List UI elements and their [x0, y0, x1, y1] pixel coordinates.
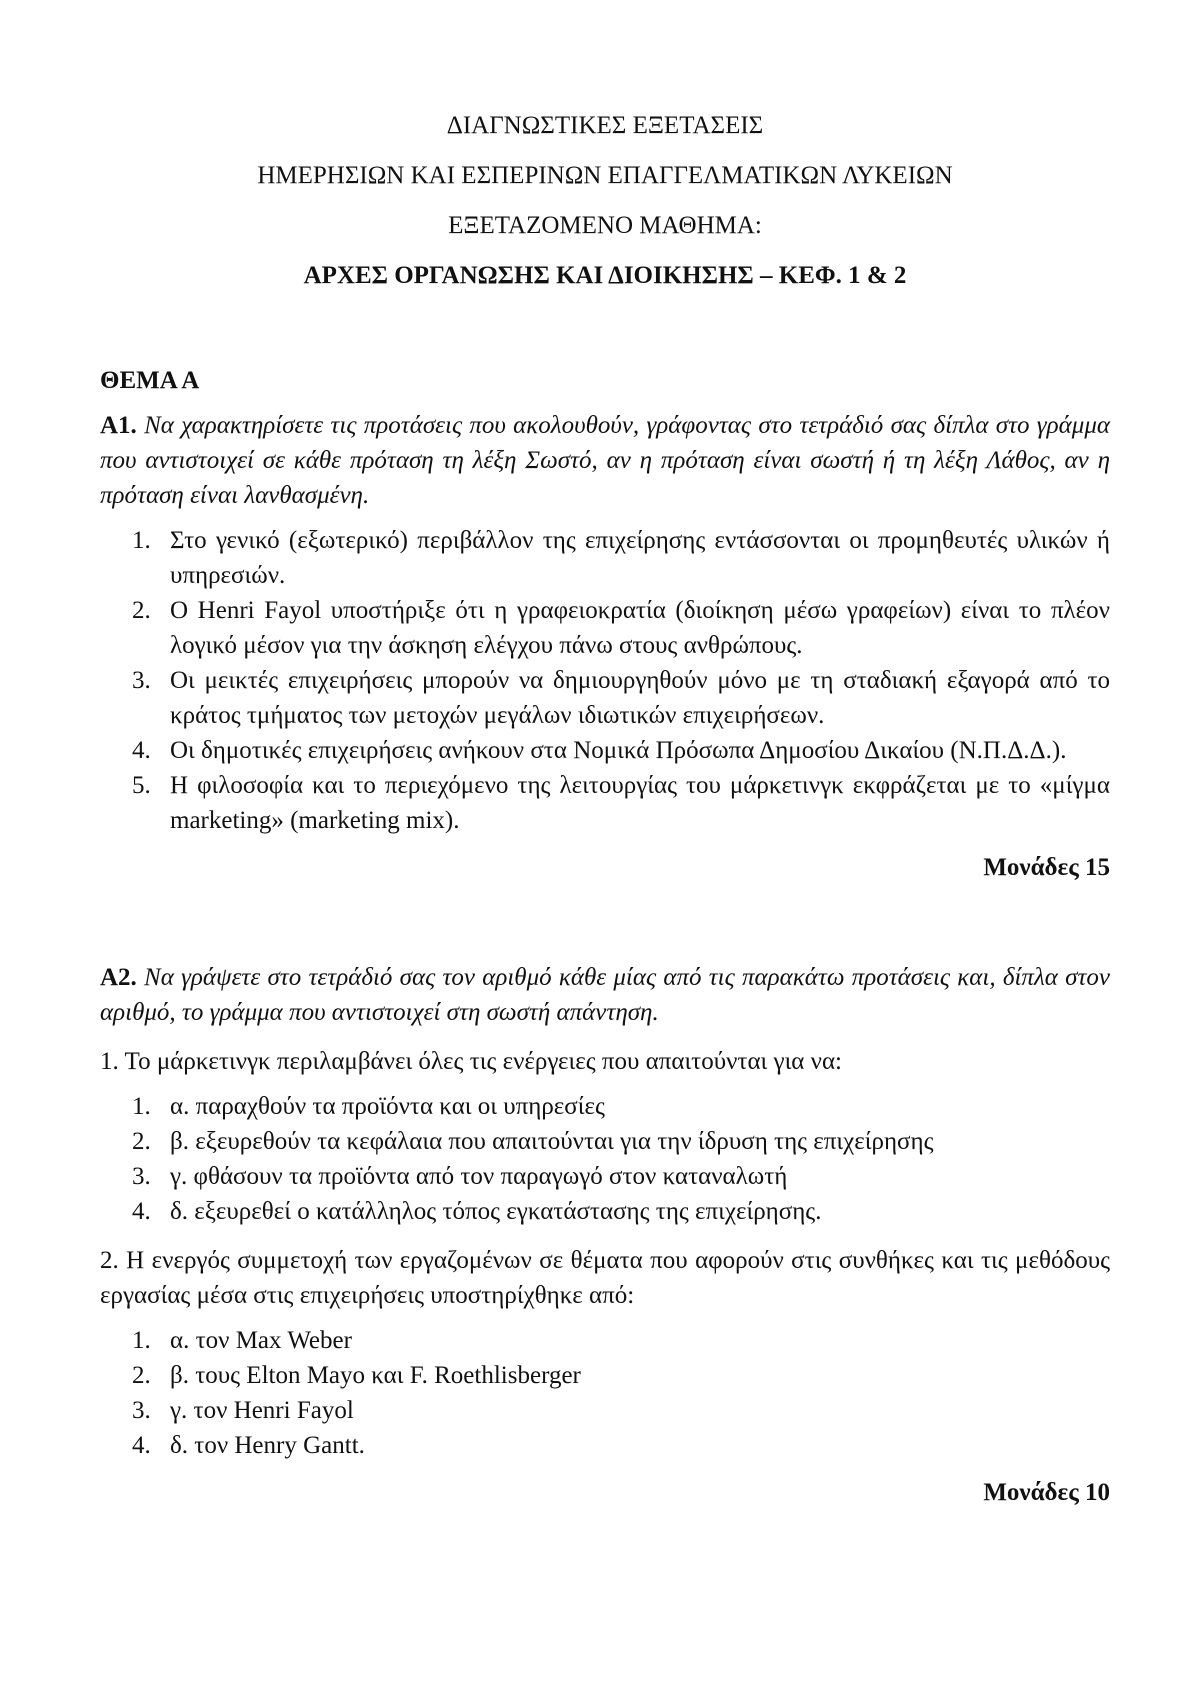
item-text: γ. φθάσουν τα προϊόντα από τον παραγωγό στον καταναλωτή [170, 1163, 788, 1190]
a2-subquestion-2: 2. Η ενεργός συμμετοχή των εργαζομένων σε θέματα που αφορούν στις συνθήκες και τις μεθόδους εργασίας μέσα στις επιχειρήσεις υποστηρίχθηκε από: [100, 1247, 1110, 1309]
item-text: Η φιλοσοφία και το περιεχόμενο της λειτουργίας του μάρκετινγκ εκφράζεται με το «μίγμα marketing» (marketing mix). [170, 772, 1110, 834]
item-text: β. εξευρεθούν τα κεφάλαια που απαιτούνται για την ίδρυση της επιχείρησης [170, 1128, 934, 1155]
a2-points: Μονάδες 10 [983, 1479, 1110, 1506]
header-title: ΔΙΑΓΝΩΣΤΙΚΕΣ ΕΞΕΤΑΣΕΙΣ [446, 112, 764, 139]
item-text: Οι δημοτικές επιχειρήσεις ανήκουν στα Νομικά Πρόσωπα Δημοσίου Δικαίου (Ν.Π.Δ.Δ.). [170, 737, 1067, 764]
question-a1-label: Α1. [100, 412, 137, 439]
item-number: 4. [132, 1432, 151, 1459]
list-item [132, 1393, 1110, 1428]
a2-q2-options [100, 1323, 1110, 1463]
item-number: 3. [132, 1163, 151, 1190]
header-course-label: ΕΞΕΤΑΖΟΜΕΝΟ ΜΑΘΗΜΑ: [448, 212, 762, 239]
question-a2-label: Α2. [100, 964, 137, 991]
item-text: Στο γενικό (εξωτερικό) περιβάλλον της επιχείρησης εντάσσονται οι προμηθευτές υλικών ή υπηρεσιών. [170, 527, 1110, 589]
a1-statement-list [100, 523, 1110, 838]
question-a2-instructions: Να γράψετε στο τετράδιό σας τον αριθμό κάθε μίας από τις παρακάτω προτάσεις και, δίπλα στον αριθμό, το γράμμα που αντιστοιχεί στη σωστή απάντηση. [100, 964, 1111, 1026]
item-text: α. παραχθούν τα προϊόντα και οι υπηρεσίες [170, 1093, 605, 1120]
item-number: 2. [132, 1362, 151, 1389]
item-text: O Henri Fayol υποστήριξε ότι η γραφειοκρατία (διοίκηση μέσω γραφείων) είναι το πλέον λογικό μέσον για την άσκηση ελέγχου πάνω στους ανθρώπους. [170, 597, 1110, 659]
list-item [132, 1159, 1110, 1194]
list-item [132, 1194, 1110, 1229]
item-number: 5. [132, 772, 151, 799]
item-number: 3. [132, 1397, 151, 1424]
list-item [132, 663, 1110, 733]
header-schools: ΗΜΕΡΗΣΙΩΝ ΚΑΙ ΕΣΠΕΡΙΝΩΝ ΕΠΑΓΓΕΛΜΑΤΙΚΩΝ ΛΥΚΕΙΩΝ [257, 162, 953, 189]
list-item [132, 523, 1110, 593]
item-number: 4. [132, 737, 151, 764]
item-number: 2. [132, 597, 151, 624]
a2-q1-options [100, 1089, 1110, 1229]
list-item [132, 768, 1110, 838]
list-item [132, 593, 1110, 663]
item-text: Οι μεικτές επιχειρήσεις μπορούν να δημιουργηθούν μόνο με τη σταδιακή εξαγορά από το κράτος τμήματος των μετοχών μεγάλων ιδιωτικών επιχειρήσεων. [170, 667, 1110, 729]
item-text: β. τους Elton Mayo και F. Roethlisberger [170, 1362, 581, 1389]
question-a2 [100, 960, 1110, 1030]
item-number: 3. [132, 667, 151, 694]
list-item [132, 1428, 1110, 1463]
item-number: 1. [132, 1093, 151, 1120]
item-text: α. τον Max Weber [170, 1327, 352, 1354]
exam-header [100, 108, 1110, 293]
section-spacer [100, 885, 1110, 960]
item-number: 4. [132, 1198, 151, 1225]
item-text: δ. τον Henry Gantt. [170, 1432, 365, 1459]
item-number: 1. [132, 1327, 151, 1354]
item-text: δ. εξευρεθεί ο κατάλληλος τόπος εγκατάστασης της επιχείρησης. [170, 1198, 822, 1225]
item-number: 2. [132, 1128, 151, 1155]
question-a1 [100, 408, 1110, 513]
item-text: γ. τον Henri Fayol [170, 1397, 354, 1424]
list-item [132, 1358, 1110, 1393]
question-a1-instructions: Να χαρακτηρίσετε τις προτάσεις που ακολουθούν, γράφοντας στο τετράδιό σας δίπλα στο γράμμα που αντιστοιχεί σε κάθε πρόταση τη λέξη Σωστό, αν η πρόταση είναι σωστή ή τη λέξη Λάθος, αν η πρόταση είναι λανθασμένη. [100, 412, 1111, 509]
theme-title: ΘΕΜΑ Α [100, 367, 200, 394]
list-item [132, 1323, 1110, 1358]
item-number: 1. [132, 527, 151, 554]
list-item [132, 1124, 1110, 1159]
list-item [132, 1089, 1110, 1124]
list-item [132, 733, 1110, 768]
a2-subquestion-1: 1. Το μάρκετινγκ περιλαμβάνει όλες τις ενέργειες που απαιτούνται για να: [100, 1048, 843, 1075]
header-subject: ΑΡΧΕΣ ΟΡΓΑΝΩΣΗΣ ΚΑΙ ΔΙΟΙΚΗΣΗΣ – ΚΕΦ. 1 & 2 [303, 262, 907, 289]
a1-points: Μονάδες 15 [983, 854, 1110, 881]
